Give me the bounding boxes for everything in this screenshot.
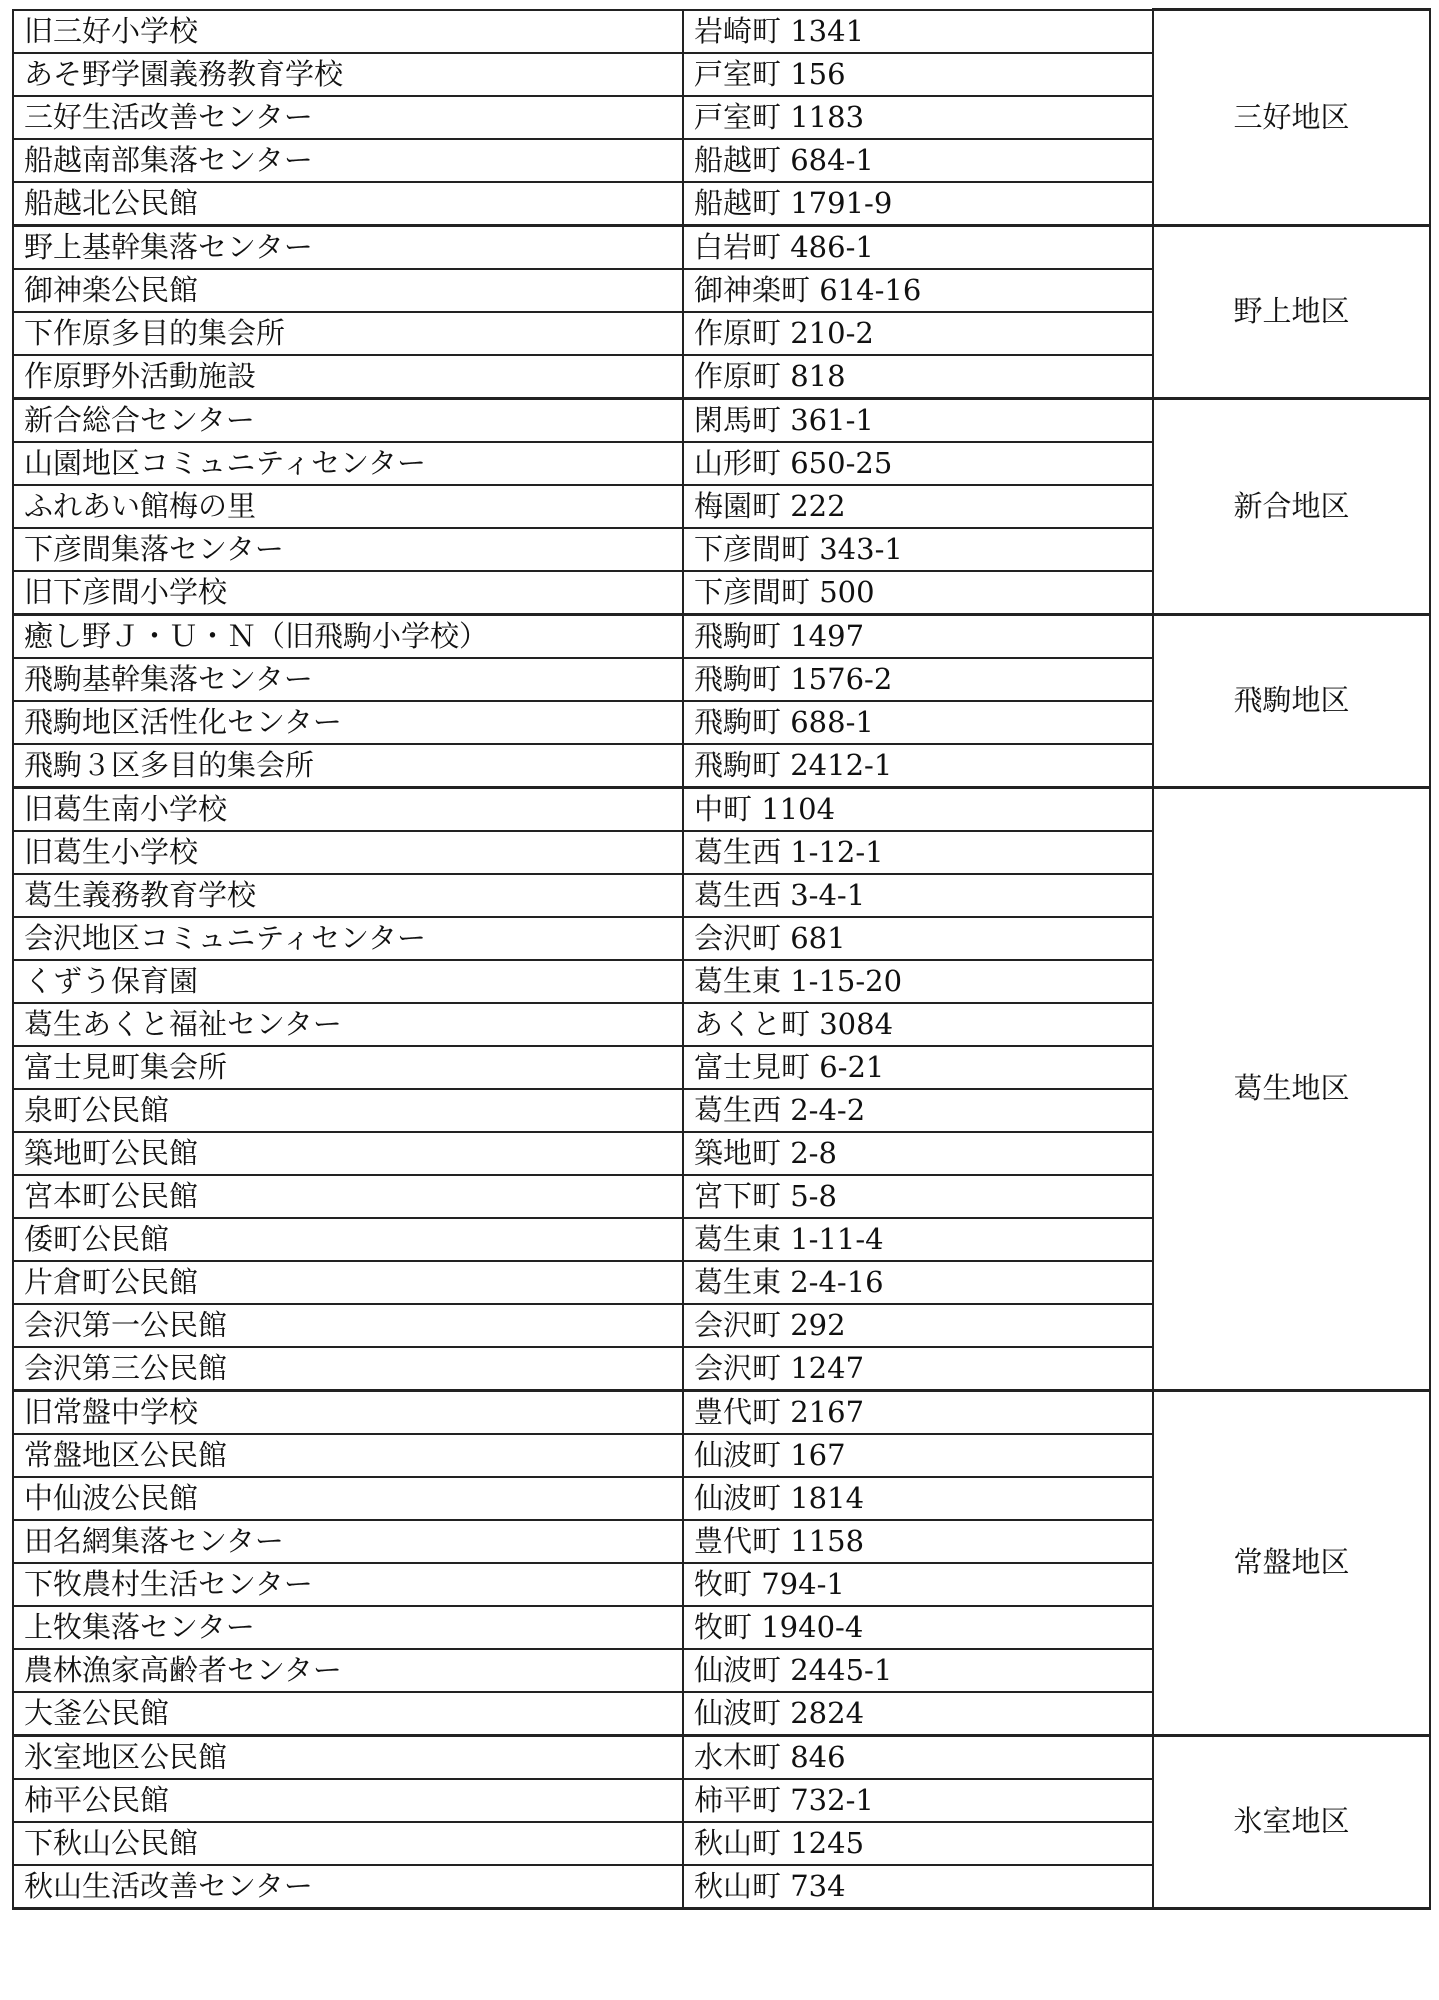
facility-name-cell: 会沢第三公民館 [13, 1347, 683, 1391]
facility-name-cell: 旧下彦間小学校 [13, 571, 683, 615]
facility-address-cell: 飛駒町 1497 [683, 614, 1153, 658]
facility-address-cell: 船越町 684-1 [683, 139, 1153, 182]
facility-address-cell: あくと町 3084 [683, 1003, 1153, 1046]
facility-address-cell: 白岩町 486-1 [683, 225, 1153, 269]
facility-table-body [13, 10, 1430, 1909]
facility-address-cell: 戸室町 1183 [683, 96, 1153, 139]
facility-name-cell: 築地町公民館 [13, 1132, 683, 1175]
facility-name-cell: 倭町公民館 [13, 1218, 683, 1261]
facility-address-cell: 中町 1104 [683, 787, 1153, 831]
district-cell: 野上地区 [1153, 225, 1430, 398]
facility-address-cell: 豊代町 1158 [683, 1520, 1153, 1563]
facility-name-cell: 中仙波公民館 [13, 1477, 683, 1520]
facility-name-cell: 富士見町集会所 [13, 1046, 683, 1089]
facility-name-cell: 下牧農村生活センター [13, 1563, 683, 1606]
facility-address-cell: 会沢町 292 [683, 1304, 1153, 1347]
facility-address-cell: 下彦間町 343-1 [683, 528, 1153, 571]
facility-address-cell: 葛生東 1-11-4 [683, 1218, 1153, 1261]
district-cell: 氷室地区 [1153, 1735, 1430, 1908]
facility-address-cell: 富士見町 6-21 [683, 1046, 1153, 1089]
district-cell: 葛生地区 [1153, 787, 1430, 1390]
facility-address-cell: 牧町 1940-4 [683, 1606, 1153, 1649]
facility-address-cell: 会沢町 1247 [683, 1347, 1153, 1391]
facility-address-cell: 豊代町 2167 [683, 1390, 1153, 1434]
facility-name-cell: 御神楽公民館 [13, 269, 683, 312]
facility-address-cell: 山形町 650-25 [683, 442, 1153, 485]
table-row [13, 225, 1430, 269]
facility-name-cell: くずう保育園 [13, 960, 683, 1003]
facility-name-cell: 片倉町公民館 [13, 1261, 683, 1304]
facility-name-cell: 大釜公民館 [13, 1692, 683, 1736]
facility-name-cell: 船越北公民館 [13, 182, 683, 226]
table-row [13, 398, 1430, 442]
facility-name-cell: 秋山生活改善センター [13, 1865, 683, 1909]
facility-name-cell: ふれあい館梅の里 [13, 485, 683, 528]
facility-name-cell: 会沢地区コミュニティセンター [13, 917, 683, 960]
table-row [13, 10, 1430, 53]
facility-name-cell: 田名網集落センター [13, 1520, 683, 1563]
facility-address-cell: 牧町 794-1 [683, 1563, 1153, 1606]
facility-name-cell: 癒し野Ｊ・Ｕ・Ｎ（旧飛駒小学校） [13, 614, 683, 658]
facility-address-cell: 飛駒町 2412-1 [683, 744, 1153, 788]
facility-name-cell: 泉町公民館 [13, 1089, 683, 1132]
facility-address-cell: 作原町 818 [683, 355, 1153, 399]
facility-address-cell: 閑馬町 361-1 [683, 398, 1153, 442]
facility-address-cell: 船越町 1791-9 [683, 182, 1153, 226]
facility-name-cell: 三好生活改善センター [13, 96, 683, 139]
facility-name-cell: 下秋山公民館 [13, 1822, 683, 1865]
facility-address-cell: 下彦間町 500 [683, 571, 1153, 615]
facility-name-cell: 旧常盤中学校 [13, 1390, 683, 1434]
facility-address-cell: 葛生西 2-4-2 [683, 1089, 1153, 1132]
facility-address-cell: 仙波町 1814 [683, 1477, 1153, 1520]
facility-address-cell: 水木町 846 [683, 1735, 1153, 1779]
facility-address-cell: 秋山町 1245 [683, 1822, 1153, 1865]
facility-name-cell: 旧葛生小学校 [13, 831, 683, 874]
facility-name-cell: 飛駒地区活性化センター [13, 701, 683, 744]
facility-name-cell: 葛生あくと福祉センター [13, 1003, 683, 1046]
facility-name-cell: 柿平公民館 [13, 1779, 683, 1822]
table-row [13, 614, 1430, 658]
facility-name-cell: 山園地区コミュニティセンター [13, 442, 683, 485]
facility-name-cell: 旧三好小学校 [13, 10, 683, 53]
district-cell: 飛駒地区 [1153, 614, 1430, 787]
facility-name-cell: 新合総合センター [13, 398, 683, 442]
facility-name-cell: あそ野学園義務教育学校 [13, 53, 683, 96]
district-cell: 常盤地区 [1153, 1390, 1430, 1735]
facility-address-cell: 梅園町 222 [683, 485, 1153, 528]
facility-name-cell: 下作原多目的集会所 [13, 312, 683, 355]
facility-address-cell: 戸室町 156 [683, 53, 1153, 96]
table-row [13, 1735, 1430, 1779]
facility-name-cell: 会沢第一公民館 [13, 1304, 683, 1347]
facility-name-cell: 旧葛生南小学校 [13, 787, 683, 831]
facility-name-cell: 下彦間集落センター [13, 528, 683, 571]
facility-address-cell: 飛駒町 688-1 [683, 701, 1153, 744]
facility-address-cell: 作原町 210-2 [683, 312, 1153, 355]
facility-address-cell: 秋山町 734 [683, 1865, 1153, 1909]
facility-address-cell: 葛生東 2-4-16 [683, 1261, 1153, 1304]
facility-address-cell: 仙波町 2445-1 [683, 1649, 1153, 1692]
facility-address-cell: 葛生東 1-15-20 [683, 960, 1153, 1003]
table-row [13, 1390, 1430, 1434]
facility-address-cell: 岩崎町 1341 [683, 10, 1153, 53]
facility-name-cell: 作原野外活動施設 [13, 355, 683, 399]
facility-name-cell: 農林漁家高齢者センター [13, 1649, 683, 1692]
facility-name-cell: 飛駒基幹集落センター [13, 658, 683, 701]
facility-name-cell: 飛駒３区多目的集会所 [13, 744, 683, 788]
facility-name-cell: 氷室地区公民館 [13, 1735, 683, 1779]
facility-name-cell: 上牧集落センター [13, 1606, 683, 1649]
facility-address-cell: 柿平町 732-1 [683, 1779, 1153, 1822]
district-cell: 新合地区 [1153, 398, 1430, 614]
facility-address-cell: 葛生西 3-4-1 [683, 874, 1153, 917]
table-row [13, 787, 1430, 831]
facility-address-cell: 飛駒町 1576-2 [683, 658, 1153, 701]
facility-address-cell: 仙波町 2824 [683, 1692, 1153, 1736]
facility-name-cell: 宮本町公民館 [13, 1175, 683, 1218]
facility-address-cell: 御神楽町 614-16 [683, 269, 1153, 312]
facility-table [12, 8, 1431, 1910]
facility-name-cell: 野上基幹集落センター [13, 225, 683, 269]
facility-address-cell: 宮下町 5-8 [683, 1175, 1153, 1218]
facility-address-cell: 築地町 2-8 [683, 1132, 1153, 1175]
facility-address-cell: 仙波町 167 [683, 1434, 1153, 1477]
facility-name-cell: 葛生義務教育学校 [13, 874, 683, 917]
district-cell: 三好地区 [1153, 10, 1430, 226]
facility-address-cell: 会沢町 681 [683, 917, 1153, 960]
facility-name-cell: 常盤地区公民館 [13, 1434, 683, 1477]
facility-address-cell: 葛生西 1-12-1 [683, 831, 1153, 874]
facility-name-cell: 船越南部集落センター [13, 139, 683, 182]
